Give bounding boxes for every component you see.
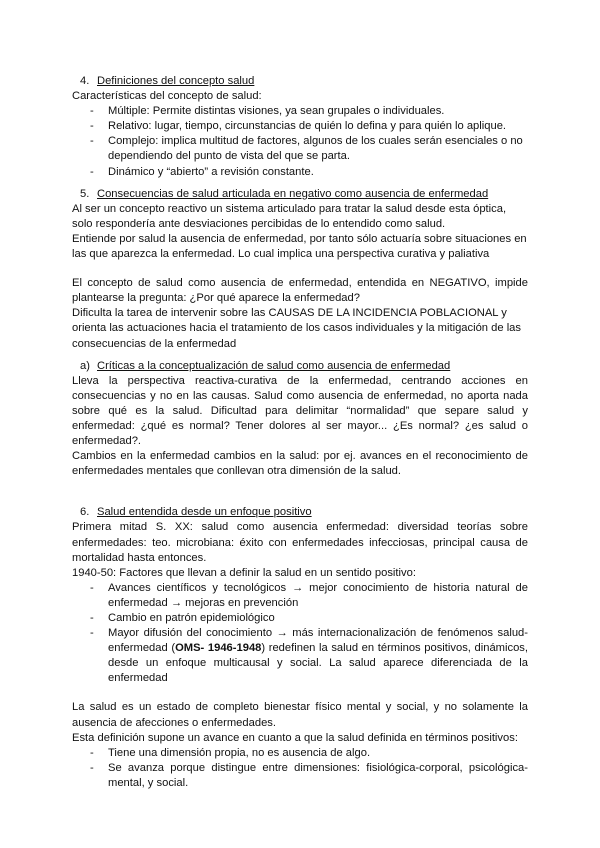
section-5a-title: Críticas a la conceptualización de salud como ausencia de enfermedad <box>97 359 451 372</box>
list-item-bold-text: OMS- 1946-1948 <box>175 642 262 655</box>
list-item-text: ) redefinen la salud en términos positivos, dinámicos, desde un enfoque multicausal y social. La salud aparece diferenciada de la enfermedad <box>108 642 528 685</box>
list-item: - Se avanza porque distingue entre dimensiones: fisiológica-corporal, psicológica-mental, y social. <box>72 761 528 791</box>
section-4-number: 4. <box>80 75 90 87</box>
section-5a-heading <box>72 359 528 374</box>
section-4-intro: Características del concepto de salud: <box>72 90 262 103</box>
section-6-number: 6. <box>80 506 90 519</box>
section-4-list <box>72 104 528 179</box>
list-item: - Múltiple: Permite distintas visiones, ya sean grupales o individuales. <box>72 104 528 119</box>
section-6-title: Salud entendida desde un enfoque positivo <box>97 506 312 519</box>
section-5-heading <box>72 187 528 202</box>
section-4-title: Definiciones del concepto salud <box>97 75 255 87</box>
section-5-number: 5. <box>80 187 90 200</box>
section-5a-paragraph-2: Cambios en la enfermedad cambios en la salud: por ej. avances en el reconocimiento de enfermedades mentales que conllevan otra dimensión de la salud. <box>72 450 528 478</box>
list-item: - Complejo: implica multitud de factores, algunos de los cuales serán esenciales o no dependiendo del punto de vista del que se parta. <box>72 134 528 164</box>
list-item: - Cambio en patrón epidemiológico <box>72 611 528 626</box>
list-item-text: Mayor difusión del conocimiento → más internacionalización de fenómenos salud-enfermedad ( <box>108 627 528 655</box>
section-5-paragraph-3: El concepto de salud como ausencia de enfermedad, entendida en NEGATIVO, impide plantearse la pregunta: ¿Por qué aparece la enfermedad? <box>72 277 528 305</box>
section-6-paragraph-4: Esta definición supone un avance en cuanto a que la salud definida en términos positivos: <box>72 731 518 744</box>
section-5-paragraph-2: Entiende por salud la ausencia de enfermedad, por tanto sólo actuaría sobre situaciones en las que aparezca la enfermedad. Lo cual implica una perspectiva curativa y paliativa <box>72 232 527 261</box>
section-5-paragraph-4: Dificulta la tarea de intervenir sobre las CAUSAS DE LA INCIDENCIA POBLACIONAL y orienta las actuaciones hacia el tratamiento de los casos individuales y la mitigación de las consecuencias de la enfermedad <box>72 307 521 350</box>
list-item: - Dinámico y “abierto” a revisión constante. <box>72 165 528 180</box>
list-item: - Tiene una dimensión propia, no es ausencia de algo. <box>72 746 528 761</box>
section-5-title: Consecuencias de salud articulada en negativo como ausencia de enfermedad <box>97 187 489 200</box>
section-5a-paragraph-1: Lleva la perspectiva reactiva-curativa de la enfermedad, centrando acciones en consecuencias y no en las causas. Salud como ausencia de enfermedad, no aporta nada sobre qué es la salud. Dificultad para delimitar “normalidad” que separe salud y enfermedad: ¿qué es normal? Tener dolores al ser mayor... ¿Es normal? ¿es salud o enfermedad?. <box>72 374 528 448</box>
list-item <box>72 626 528 686</box>
section-4-heading <box>72 74 528 89</box>
list-item: - Avances científicos y tecnológicos → mejor conocimiento de historia natural de enfermedad → mejoras en prevención <box>72 581 528 611</box>
section-6-paragraph-1: Primera mitad S. XX: salud como ausencia enfermedad: diversidad teorías sobre enfermedades: teo. microbiana: éxito con enfermedades infecciosas, principal causa de mortalidad hasta entonces. <box>72 521 528 564</box>
section-6-list-2 <box>72 746 528 791</box>
list-item: - Relativo: lugar, tiempo, circunstancias de quién lo defina y para quién lo aplique. <box>72 119 528 134</box>
section-5a-number: a) <box>80 359 90 372</box>
section-6-paragraph-3: La salud es un estado de completo bienestar físico mental y social, y no solamente la ausencia de afecciones o enfermedades. <box>72 701 528 729</box>
section-6-paragraph-2: 1940-50: Factores que llevan a definir la salud en un sentido positivo: <box>72 566 416 579</box>
section-5-paragraph-1: Al ser un concepto reactivo un sistema articulado para tratar la salud desde esta óptica, solo respondería ante desviaciones percibidas de lo entendido como salud. <box>72 202 507 230</box>
section-6-list <box>72 581 528 687</box>
document-page <box>72 74 528 791</box>
section-6-heading <box>72 505 528 520</box>
